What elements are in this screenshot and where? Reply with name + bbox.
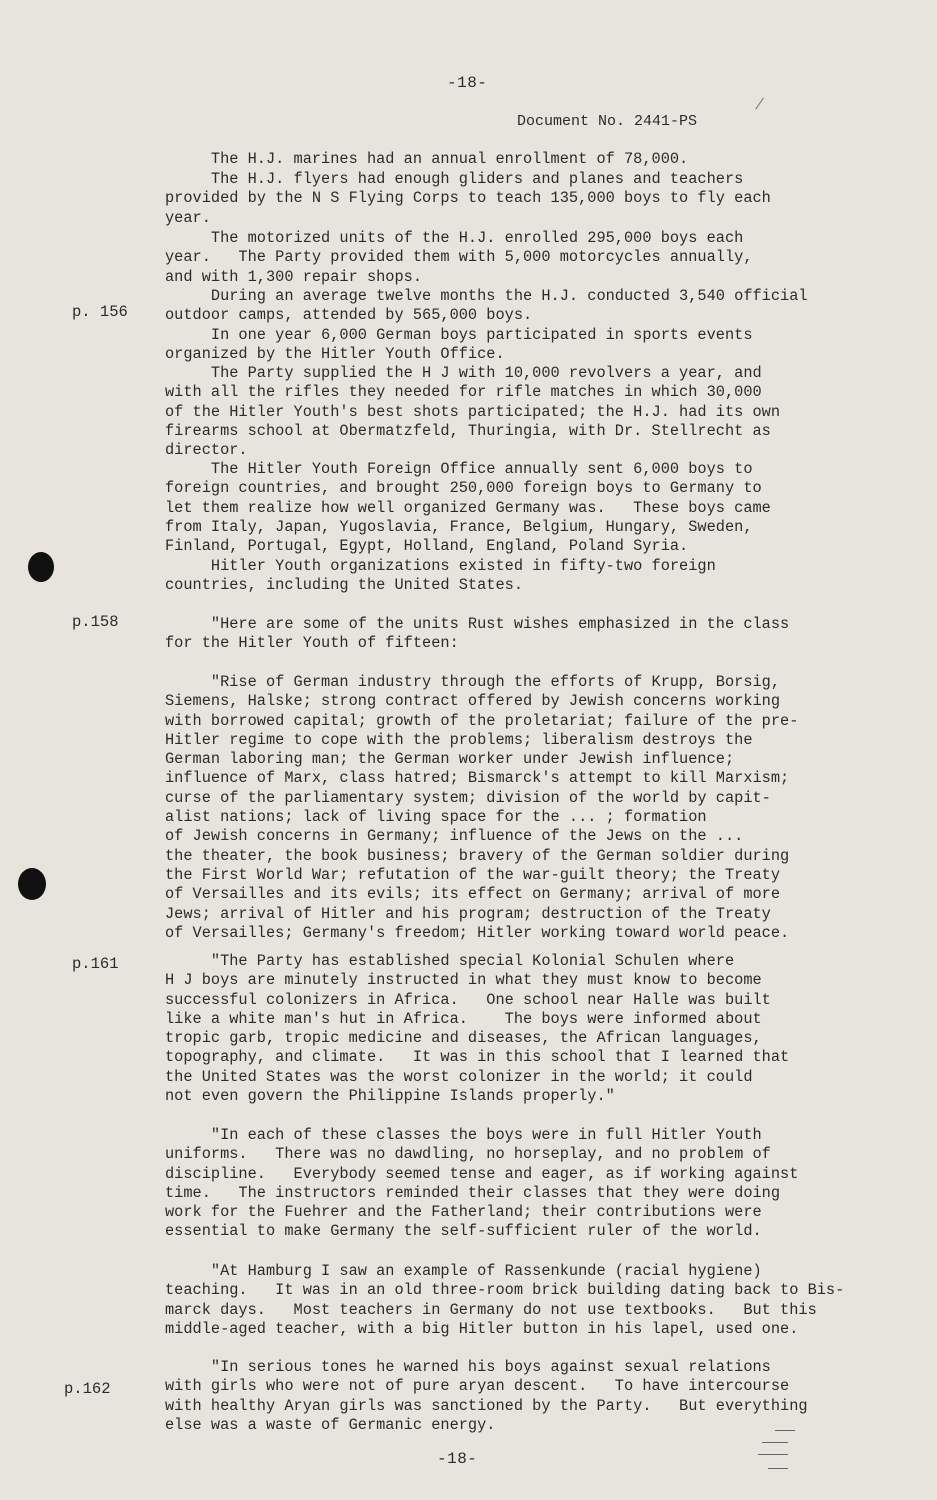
text-line: the United States was the worst colonizer in the world; it could <box>165 1067 753 1086</box>
text-line: work for the Fuehrer and the Fatherland; their contributions were <box>165 1203 762 1222</box>
stamp-mark <box>775 1430 795 1431</box>
text-line: teaching. It was in an old three-room brick building dating back to Bis- <box>165 1281 845 1300</box>
text-line: organized by the Hitler Youth Office. <box>165 345 505 364</box>
check-mark <box>755 98 774 117</box>
text-line: essential to make Germany the self-sufficient ruler of the world. <box>165 1222 762 1241</box>
text-line: Hitler regime to cope with the problems; liberalism destroys the <box>165 730 753 749</box>
text-line: The H.J. flyers had enough gliders and planes and teachers <box>165 170 744 188</box>
text-line: During an average twelve months the H.J. conducted 3,540 official <box>165 287 808 305</box>
text-line: "Here are some of the units Rust wishes emphasized in the class <box>165 615 790 633</box>
text-line: for the Hitler Youth of fifteen: <box>165 634 459 653</box>
text-line: alist nations; lack of living space for the ... ; formation <box>165 808 707 827</box>
text-line: and with 1,300 repair shops. <box>165 267 423 286</box>
text-line: "Rise of German industry through the efforts of Krupp, Borsig, <box>165 673 781 691</box>
text-line: "The Party has established special Kolonial Schulen where <box>165 952 735 970</box>
margin-ref-p158: p.158 <box>72 613 119 631</box>
text-line: Hitler Youth organizations existed in fifty-two foreign <box>165 557 716 575</box>
text-line: with all the rifles they needed for rifle matches in which 30,000 <box>165 383 762 402</box>
paragraph-units <box>165 615 865 654</box>
stamp-mark <box>762 1442 788 1443</box>
text-line: The motorized units of the H.J. enrolled 295,000 boys each <box>165 229 744 247</box>
text-line: German laboring man; the German worker under Jewish influence; <box>165 750 735 769</box>
text-line: foreign countries, and brought 250,000 foreign boys to Germany to <box>165 479 762 498</box>
text-line: uniforms. There was no dawdling, no horseplay, and no problem of <box>165 1145 771 1164</box>
text-line: successful colonizers in Africa. One school near Halle was built <box>165 990 771 1009</box>
paragraph-sports <box>165 326 865 365</box>
stamp-mark <box>768 1468 788 1469</box>
text-line: The H.J. marines had an annual enrollment of 78,000. <box>165 150 689 168</box>
text-line: with borrowed capital; growth of the proletariat; failure of the pre- <box>165 711 799 730</box>
paragraph-revolvers <box>165 364 865 460</box>
text-line: year. <box>165 208 211 227</box>
text-line: of the Hitler Youth's best shots participated; the H.J. had its own <box>165 402 781 421</box>
paragraph-hamburg <box>165 1262 865 1339</box>
text-line: let them realize how well organized Germany was. These boys came <box>165 498 771 517</box>
punch-hole-lower <box>18 868 46 900</box>
text-line: topography, and climate. It was in this school that I learned that <box>165 1048 790 1067</box>
text-line: firearms school at Obermatzfeld, Thuringia, with Dr. Stellrecht as <box>165 421 771 440</box>
text-line: In one year 6,000 German boys participated in sports events <box>165 326 753 344</box>
text-line: the First World War; refutation of the war-guilt theory; the Treaty <box>165 865 781 884</box>
text-line: of Versailles; Germany's freedom; Hitler working toward world peace. <box>165 923 790 942</box>
text-line: marck days. Most teachers in Germany do not use textbooks. But this <box>165 1300 817 1319</box>
text-line: H J boys are minutely instructed in what they must know to become <box>165 971 762 990</box>
paragraph-classes <box>165 1126 865 1242</box>
text-line: Finland, Portugal, Egypt, Holland, England, Poland Syria. <box>165 537 689 556</box>
paragraph-flyers <box>165 170 865 228</box>
text-line: of Versailles and its evils; its effect on Germany; arrival of more <box>165 885 781 904</box>
text-line: influence of Marx, class hatred; Bismarck's attempt to kill Marxism; <box>165 769 790 788</box>
text-line: middle-aged teacher, with a big Hitler button in his lapel, used one. <box>165 1319 799 1338</box>
text-line: The Hitler Youth Foreign Office annually sent 6,000 boys to <box>165 460 753 478</box>
punch-hole-upper <box>28 552 54 582</box>
text-line: with healthy Aryan girls was sanctioned by the Party. But everything <box>165 1396 808 1415</box>
text-line: like a white man's hut in Africa. The boys were informed about <box>165 1009 762 1028</box>
paragraph-serious-tones <box>165 1358 865 1435</box>
text-line: "At Hamburg I saw an example of Rassenkunde (racial hygiene) <box>165 1262 762 1280</box>
text-line: The Party supplied the H J with 10,000 revolvers a year, and <box>165 364 762 382</box>
text-line: the theater, the book business; bravery of the German soldier during <box>165 846 790 865</box>
text-line: from Italy, Japan, Yugoslavia, France, Belgium, Hungary, Sweden, <box>165 517 753 536</box>
text-line: year. The Party provided them with 5,000 motorcycles annually, <box>165 248 753 267</box>
text-line: "In each of these classes the boys were in full Hitler Youth <box>165 1126 762 1144</box>
paragraph-camps <box>165 287 865 326</box>
text-line: outdoor camps, attended by 565,000 boys. <box>165 306 533 325</box>
text-line: curse of the parliamentary system; division of the world by capit- <box>165 788 771 807</box>
stamp-mark <box>758 1454 788 1455</box>
text-line: of Jewish concerns in Germany; influence of the Jews on the ... <box>165 827 744 846</box>
margin-ref-p161: p.161 <box>72 955 119 973</box>
page-number-top: -18- <box>447 74 488 92</box>
text-line: else was a waste of Germanic energy. <box>165 1415 496 1434</box>
text-line: Siemens, Halske; strong contract offered by Jewish concerns working <box>165 692 781 711</box>
document-number: Document No. 2441-PS <box>517 113 698 130</box>
margin-ref-p156: p. 156 <box>72 303 128 321</box>
text-line: provided by the N S Flying Corps to teach 135,000 boys to fly each <box>165 189 771 208</box>
text-line: director. <box>165 441 248 460</box>
text-line: not even govern the Philippine Islands properly." <box>165 1087 615 1106</box>
text-line: tropic garb, tropic medicine and diseases, the African languages, <box>165 1029 762 1048</box>
paragraph-kolonial-schulen <box>165 952 865 1106</box>
paragraph-organizations <box>165 557 865 596</box>
text-line: Jews; arrival of Hitler and his program; destruction of the Treaty <box>165 904 771 923</box>
paragraph-motorized <box>165 229 865 287</box>
text-line: "In serious tones he warned his boys against sexual relations <box>165 1358 771 1376</box>
paragraph-foreign-office <box>165 460 865 556</box>
text-line: with girls who were not of pure aryan descent. To have intercourse <box>165 1377 790 1396</box>
text-line: discipline. Everybody seemed tense and eager, as if working against <box>165 1164 799 1183</box>
paragraph-marines <box>165 150 865 169</box>
page-number-bottom: -18- <box>437 1450 478 1468</box>
text-line: time. The instructors reminded their classes that they were doing <box>165 1183 781 1202</box>
text-line: countries, including the United States. <box>165 576 524 595</box>
margin-ref-p162: p.162 <box>64 1380 111 1398</box>
paragraph-rise-of-german-industry <box>165 673 865 943</box>
